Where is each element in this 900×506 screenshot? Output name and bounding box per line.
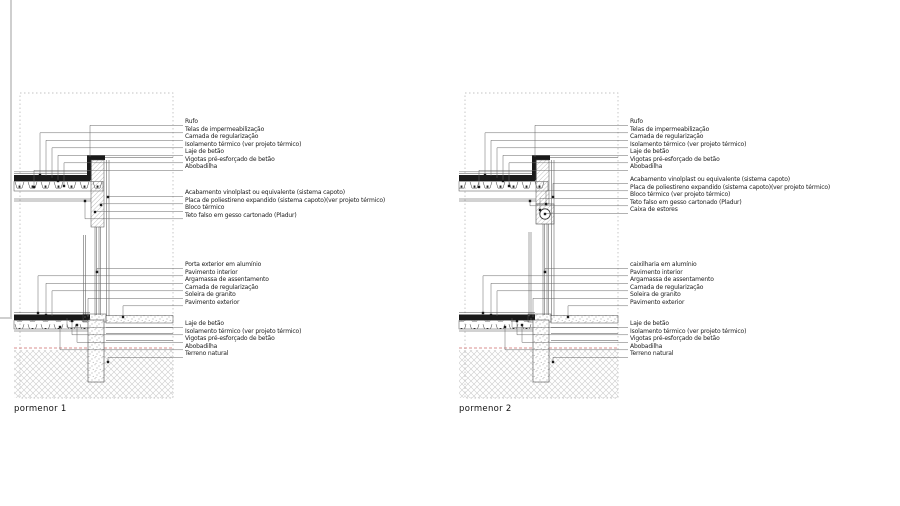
leader-dot bbox=[39, 174, 41, 176]
leader-dot bbox=[478, 186, 480, 188]
leader-dot bbox=[502, 180, 504, 182]
leader-dot bbox=[51, 178, 53, 180]
leader-line bbox=[52, 291, 183, 317]
leader-line bbox=[545, 268, 628, 272]
annotation-label-wall-1: Placa de poliestireno expandido (sistema capoto)(ver projeto térmico) bbox=[185, 196, 386, 204]
leader-line bbox=[485, 133, 628, 175]
wall-hatch bbox=[536, 160, 549, 204]
annotation-label-roof-2: Camada de regularização bbox=[630, 133, 704, 141]
leader-dot bbox=[100, 204, 102, 206]
leader-dot bbox=[484, 174, 486, 176]
annotation-label-roof-0: Rufo bbox=[185, 118, 198, 126]
annotation-label-ground-1: Isolamento térmico (ver projeto térmico) bbox=[630, 327, 747, 335]
annotation-label-wall-0: Acabamento vinolplast ou equivalente (sistema capoto) bbox=[630, 176, 790, 184]
leader-line bbox=[505, 327, 628, 350]
annotation-label-floor-5: Pavimento exterior bbox=[185, 298, 240, 306]
leader-dot bbox=[122, 316, 124, 318]
leader-dot bbox=[496, 178, 498, 180]
annotation-label-ground-4: Terreno natural bbox=[185, 350, 229, 358]
annotation-label-roof-1: Telas de impermeabilização bbox=[630, 125, 710, 133]
leader-dot bbox=[87, 317, 89, 319]
leader-dot bbox=[511, 316, 513, 318]
leader-dot bbox=[539, 209, 541, 211]
annotation-label-wall-0: Acabamento vinolplast ou equivalente (sistema capoto) bbox=[185, 189, 345, 197]
leader-line bbox=[546, 191, 628, 204]
leader-line bbox=[95, 211, 183, 212]
leader-dot bbox=[490, 314, 492, 316]
annotation-label-ground-2: Vigotas pré-esforçado de betão bbox=[185, 335, 275, 343]
leader-line bbox=[97, 268, 183, 272]
leader-dot bbox=[59, 326, 61, 328]
leader-dot bbox=[71, 320, 73, 322]
detail-2-caption: pormenor 2 bbox=[459, 404, 512, 414]
leader-dot bbox=[45, 314, 47, 316]
annotation-label-roof-2: Camada de regularização bbox=[185, 133, 259, 141]
annotation-label-roof-4: Laje de betão bbox=[630, 148, 669, 156]
annotation-label-wall-3: Teto falso em gesso cartonado (Pladur) bbox=[185, 211, 297, 219]
leader-dot bbox=[516, 320, 518, 322]
roof-abobadilha-row bbox=[459, 182, 548, 192]
leader-dot bbox=[490, 176, 492, 178]
annotation-label-roof-3: Isolamento térmico (ver projeto térmico) bbox=[630, 140, 747, 148]
annotation-label-roof-3: Isolamento térmico (ver projeto térmico) bbox=[185, 140, 302, 148]
annotation-label-wall-3: Teto falso em gesso cartonado (Pladur) bbox=[630, 198, 742, 206]
leader-dot bbox=[57, 180, 59, 182]
leader-line bbox=[60, 327, 183, 350]
leader-line bbox=[491, 140, 628, 177]
leader-dot bbox=[84, 200, 86, 202]
annotation-label-floor-3: Camada de regularização bbox=[630, 283, 704, 291]
leader-dot bbox=[508, 185, 510, 187]
leader-line bbox=[46, 283, 183, 315]
leader-line bbox=[101, 204, 183, 205]
annotation-label-ground-4: Terreno natural bbox=[630, 350, 674, 358]
annotation-label-ground-0: Laje de betão bbox=[185, 320, 224, 328]
leader-dot bbox=[37, 312, 39, 314]
leader-dot bbox=[567, 316, 569, 318]
annotation-label-roof-0: Rufo bbox=[630, 118, 643, 126]
leader-line bbox=[545, 213, 628, 214]
leader-line bbox=[497, 148, 628, 179]
leader-dot bbox=[33, 186, 35, 188]
annotation-label-roof-5: Vigotas pré-esforçado de betão bbox=[630, 155, 720, 163]
leader-dot bbox=[504, 326, 506, 328]
roof-abobadilha-row bbox=[14, 182, 103, 192]
foundation-stipple bbox=[533, 320, 549, 382]
annotation-label-floor-4: Soleira de granito bbox=[630, 291, 681, 299]
annotation-label-wall-2: Bloco térmico bbox=[185, 204, 225, 212]
leader-dot bbox=[529, 200, 531, 202]
leader-dot bbox=[532, 317, 534, 319]
leader-dot bbox=[521, 324, 523, 326]
annotation-label-floor-1: Pavimento interior bbox=[630, 268, 683, 276]
leader-dot bbox=[482, 312, 484, 314]
annotation-label-floor-3: Camada de regularização bbox=[185, 283, 259, 291]
pavimento-exterior-band bbox=[551, 316, 618, 324]
detail-1-caption: pormenor 1 bbox=[14, 404, 67, 414]
leader-dot bbox=[544, 213, 546, 215]
leader-line bbox=[90, 125, 183, 158]
annotation-label-roof-6: Abobadilha bbox=[630, 163, 663, 171]
annotation-label-floor-2: Argamassa de assentamento bbox=[630, 276, 714, 284]
leader-dot bbox=[107, 361, 109, 363]
leader-line bbox=[497, 291, 628, 317]
annotation-label-roof-1: Telas de impermeabilização bbox=[185, 125, 265, 133]
leader-dot bbox=[89, 157, 91, 159]
annotation-label-roof-5: Vigotas pré-esforçado de betão bbox=[185, 155, 275, 163]
leader-line bbox=[483, 276, 628, 313]
annotation-label-wall-4: Caixa de estores bbox=[630, 206, 678, 214]
annotation-label-wall-2: Bloco térmico (ver projeto térmico) bbox=[630, 191, 731, 199]
annotation-label-floor-4: Soleira de granito bbox=[185, 291, 236, 299]
annotation-label-wall-1: Placa de poliestireno expandido (sistema capoto)(ver projeto térmico) bbox=[630, 183, 831, 191]
leader-dot bbox=[107, 196, 109, 198]
detail-drawings bbox=[14, 93, 618, 398]
leader-dot bbox=[545, 203, 547, 205]
leader-line bbox=[491, 283, 628, 315]
leader-line bbox=[108, 196, 183, 197]
leader-dot bbox=[552, 196, 554, 198]
leader-dot bbox=[94, 211, 96, 213]
pavimento-exterior-band bbox=[106, 316, 173, 324]
annotation-label-floor-1: Pavimento interior bbox=[185, 268, 238, 276]
leader-line bbox=[38, 276, 183, 313]
annotation-label-ground-1: Isolamento térmico (ver projeto térmico) bbox=[185, 327, 302, 335]
annotation-label-roof-6: Abobadilha bbox=[185, 163, 218, 171]
annotation-label-floor-2: Argamassa de assentamento bbox=[185, 276, 269, 284]
leader-dot bbox=[96, 271, 98, 273]
leader-dot bbox=[63, 185, 65, 187]
leader-line bbox=[553, 183, 628, 197]
leader-dot bbox=[76, 324, 78, 326]
annotation-label-floor-5: Pavimento exterior bbox=[630, 298, 685, 306]
leader-line bbox=[535, 125, 628, 158]
annotation-label-floor-0: caixilharia em alumínio bbox=[630, 261, 697, 269]
annotation-label-roof-4: Laje de betão bbox=[185, 148, 224, 156]
leader-dot bbox=[66, 316, 68, 318]
leader-dot bbox=[544, 271, 546, 273]
annotation-label-ground-0: Laje de betão bbox=[630, 320, 669, 328]
leader-line bbox=[40, 133, 183, 175]
leader-dot bbox=[534, 157, 536, 159]
annotation-label-floor-0: Porta exterior em alumínio bbox=[185, 261, 262, 269]
leader-line bbox=[46, 140, 183, 177]
leader-dot bbox=[45, 176, 47, 178]
leader-dot bbox=[51, 316, 53, 318]
leader-dot bbox=[552, 361, 554, 363]
leader-dot bbox=[496, 316, 498, 318]
annotation-label-ground-3: Abobadilha bbox=[630, 342, 663, 350]
annotation-label-ground-3: Abobadilha bbox=[185, 342, 218, 350]
leader-line bbox=[52, 148, 183, 179]
annotation-label-ground-2: Vigotas pré-esforçado de betão bbox=[630, 335, 720, 343]
foundation-stipple bbox=[88, 320, 104, 382]
